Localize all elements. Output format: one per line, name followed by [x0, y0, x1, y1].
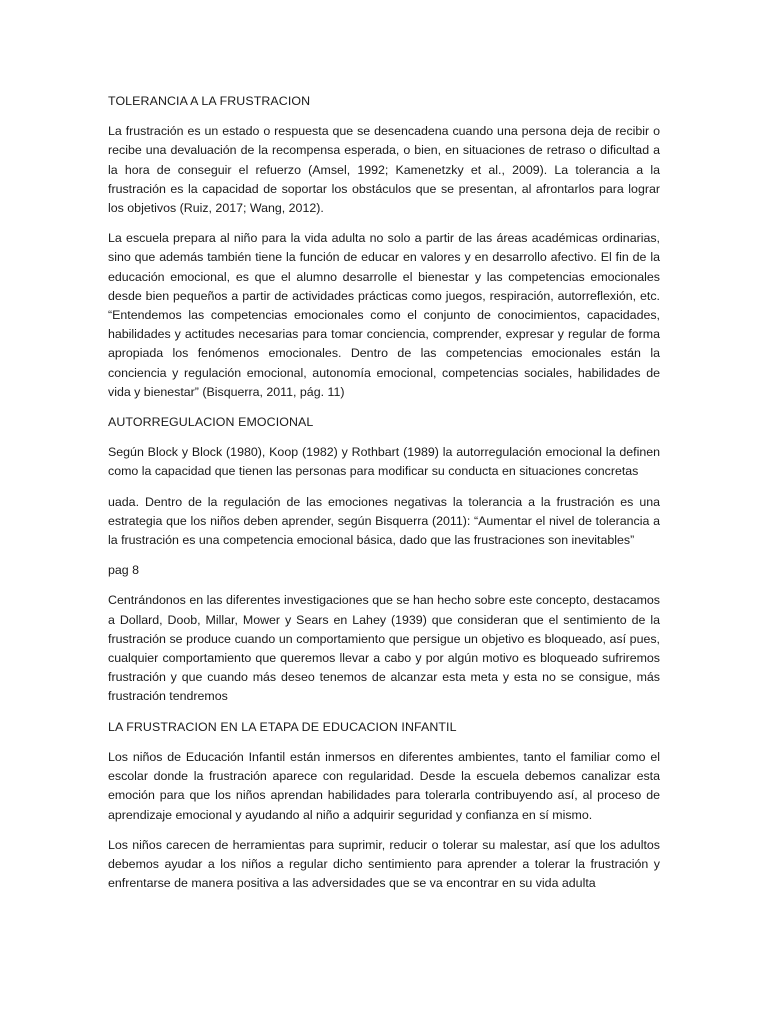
paragraph-regulacion-emociones: uada. Dentro de la regulación de las emociones negativas la tolerancia a la frustración es una estrategia que los niños deben aprender, según Bisquerra (2011): “Aumentar el nivel de tolerancia a la frustración es una competencia emocional básica, dado que las frustraciones son inevitables”: [108, 494, 660, 548]
paragraph-page-reference: pag 8: [108, 563, 140, 578]
paragraph-block-koop-rothbart: Según Block y Block (1980), Koop (1982) y Rothbart (1989) la autorregulación emocional la definen como la capacidad que tienen las personas para modificar su conducta en situaciones concretas: [108, 445, 660, 479]
section-heading-etapa-infantil: LA FRUSTRACION EN LA ETAPA DE EDUCACION INFANTIL: [108, 719, 457, 734]
paragraph-frustracion-definicion: La frustración es un estado o respuesta que se desencadena cuando una persona deja de recibir o recibe una devaluación de la recompensa esperada, o bien, en situaciones de retraso o dificultad a la hora de conseguir el refuerzo (Amsel, 1992; Kamenetzky et al., 2009). La tolerancia a la frustración es la capacidad de soportar los obstáculos que se presentan, al afrontarlos para lograr los objetivos (Ruiz, 2017; Wang, 2012).: [108, 124, 660, 216]
section-heading-autorregulacion: AUTORREGULACION EMOCIONAL: [108, 415, 314, 430]
document-page: [108, 92, 660, 904]
section-heading-tolerancia: TOLERANCIA A LA FRUSTRACION: [108, 94, 311, 108]
paragraph-investigaciones: Centrándonos en las diferentes investigaciones que se han hecho sobre este concepto, destacamos a Dollard, Doob, Millar, Mower y Sears en Lahey (1939) que consideran que el sentimiento de la frustración se produce cuando un comportamiento que persigue un objetivo es bloqueado, así pues, cualquier comportamiento que queremos llevar a cabo y por algún motivo es bloqueado sufriremos frustración y que cuando más deseo tenemos de alcanzar esta meta y esta no se consigue, más frustración tendremos: [108, 593, 660, 704]
paragraph-ninos-herramientas: Los niños carecen de herramientas para suprimir, reducir o tolerar su malestar, así que los adultos debemos ayudar a los niños a regular dicho sentimiento para aprender a tolerar la frustración y enfrentarse de manera positiva a las adversidades que se va encontrar en su vida adulta: [108, 837, 660, 891]
paragraph-ninos-ambientes: Los niños de Educación Infantil están inmersos en diferentes ambientes, tanto el familiar como el escolar donde la frustración aparece con regularidad. Desde la escuela debemos canalizar esta emoción para que los niños aprendan habilidades para tolerarla contribuyendo así, al proceso de aprendizaje emocional y ayudando al niño a adquirir seguridad y confianza en sí mismo.: [108, 749, 660, 822]
paragraph-escuela-educacion-emocional: La escuela prepara al niño para la vida adulta no solo a partir de las áreas académicas ordinarias, sino que además también tiene la función de educar en valores y en desarrollo afectivo. El fin de la educación emocional, es que el alumno desarrolle el bienestar y las competencias emocionales desde bien pequeños a partir de actividades prácticas como juegos, respiración, autorreflexión, etc. “Entendemos las competencias emocionales como el conjunto de conocimientos, capacidades, habilidades y actitudes necesarias para tomar conciencia, comprender, expresar y regular de forma apropiada los fenómenos emocionales. Dentro de las competencias emocionales están la conciencia y regulación emocional, autonomía emocional, competencias sociales, habilidades de vida y bienestar” (Bisquerra, 2011, pág. 11): [108, 231, 660, 399]
